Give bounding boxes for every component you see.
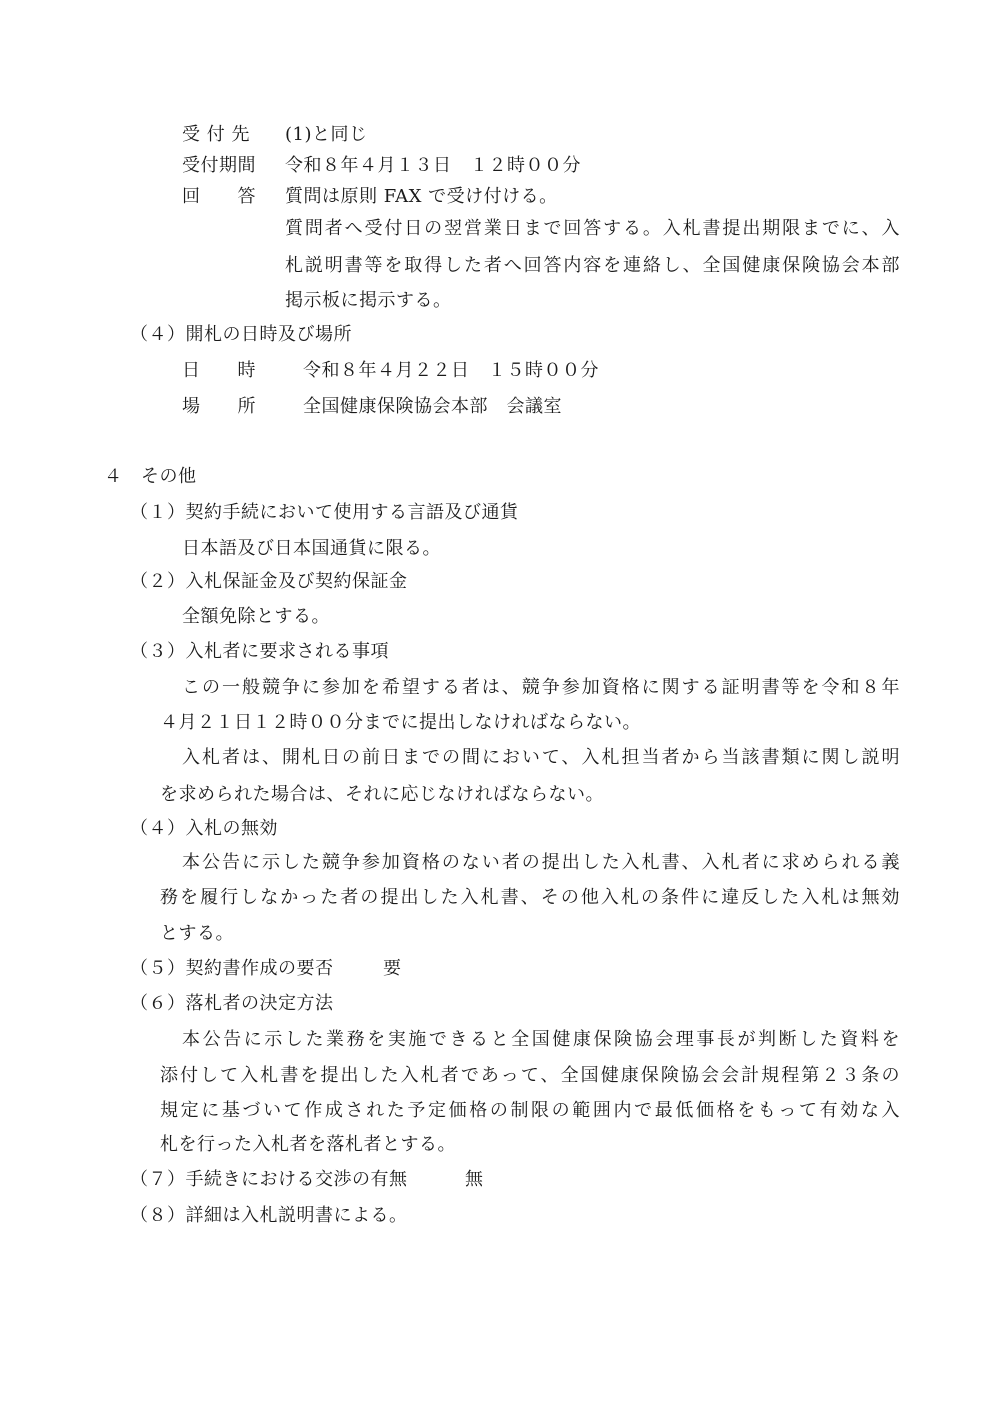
item-value: 無 bbox=[465, 1169, 484, 1190]
item-body-line: 札を行った入札者を落札者とする。 bbox=[160, 1134, 456, 1155]
item-heading: （６）落札者の決定方法 bbox=[130, 993, 334, 1014]
answer-text-line: 札説明書等を取得した者へ回答内容を連絡し、全国健康保険協会本部 bbox=[285, 255, 900, 276]
item-body-line: この一般競争に参加を希望する者は、競争参加資格に関する証明書等を令和８年 bbox=[182, 677, 900, 698]
item-heading: （８）詳細は入札説明書による。 bbox=[130, 1205, 408, 1226]
item-body-line: 規定に基づいて作成された予定価格の制限の範囲内で最低価格をもって有効な入 bbox=[160, 1100, 900, 1121]
item-heading: （２）入札保証金及び契約保証金 bbox=[130, 571, 408, 592]
answer-label: 回 答 bbox=[182, 186, 256, 207]
item-body: 全額免除とする。 bbox=[182, 606, 330, 627]
item-body: 日本語及び日本国通貨に限る。 bbox=[182, 538, 441, 559]
item-body-line: 本公告に示した業務を実施できると全国健康保険協会理事長が判断した資料を bbox=[182, 1029, 900, 1050]
place-label: 場 所 bbox=[182, 396, 256, 417]
answer-text-line: 質問者へ受付日の翌営業日まで回答する。入札書提出期限までに、入 bbox=[285, 218, 900, 239]
item-heading: （５）契約書作成の要否 bbox=[130, 958, 334, 979]
item-body-line: 本公告に示した競争参加資格のない者の提出した入札書、入札者に求められる義 bbox=[182, 852, 900, 873]
answer-text-line: 掲示板に掲示する。 bbox=[285, 290, 452, 311]
item-heading: （７）手続きにおける交渉の有無 bbox=[130, 1169, 408, 1190]
datetime-label: 日 時 bbox=[182, 360, 256, 381]
section-heading: ４ その他 bbox=[104, 466, 197, 487]
item-body-line: とする。 bbox=[160, 923, 234, 944]
datetime-value: 令和８年４月２２日 １５時００分 bbox=[303, 360, 599, 381]
item-value: 要 bbox=[383, 958, 402, 979]
answer-value: 質問は原則 FAX で受け付ける。 bbox=[285, 186, 558, 207]
item-body-line: ４月２１日１２時００分までに提出しなければならない。 bbox=[160, 712, 641, 733]
receipt-period-value: 令和８年４月１３日 １２時００分 bbox=[285, 155, 581, 176]
receipt-place-value: (1)と同じ bbox=[285, 124, 368, 145]
item-body-line: 務を履行しなかった者の提出した入札書、その他入札の条件に違反した入札は無効 bbox=[160, 887, 900, 908]
item-heading: （１）契約手続において使用する言語及び通貨 bbox=[130, 502, 519, 523]
item-heading: （４）開札の日時及び場所 bbox=[130, 324, 352, 345]
item-heading: （４）入札の無効 bbox=[130, 818, 278, 839]
place-value: 全国健康保険協会本部 会議室 bbox=[303, 396, 562, 417]
item-body-line: 入札者は、開札日の前日までの間において、入札担当者から当該書類に関し説明 bbox=[182, 747, 900, 768]
receipt-period-label: 受付期間 bbox=[182, 155, 256, 176]
item-body-line: 添付して入札書を提出した入札者であって、全国健康保険協会会計規程第２３条の bbox=[160, 1065, 900, 1086]
item-body-line: を求められた場合は、それに応じなければならない。 bbox=[160, 784, 604, 805]
item-heading: （３）入札者に要求される事項 bbox=[130, 641, 389, 662]
receipt-place-label: 受 付 先 bbox=[182, 124, 250, 145]
